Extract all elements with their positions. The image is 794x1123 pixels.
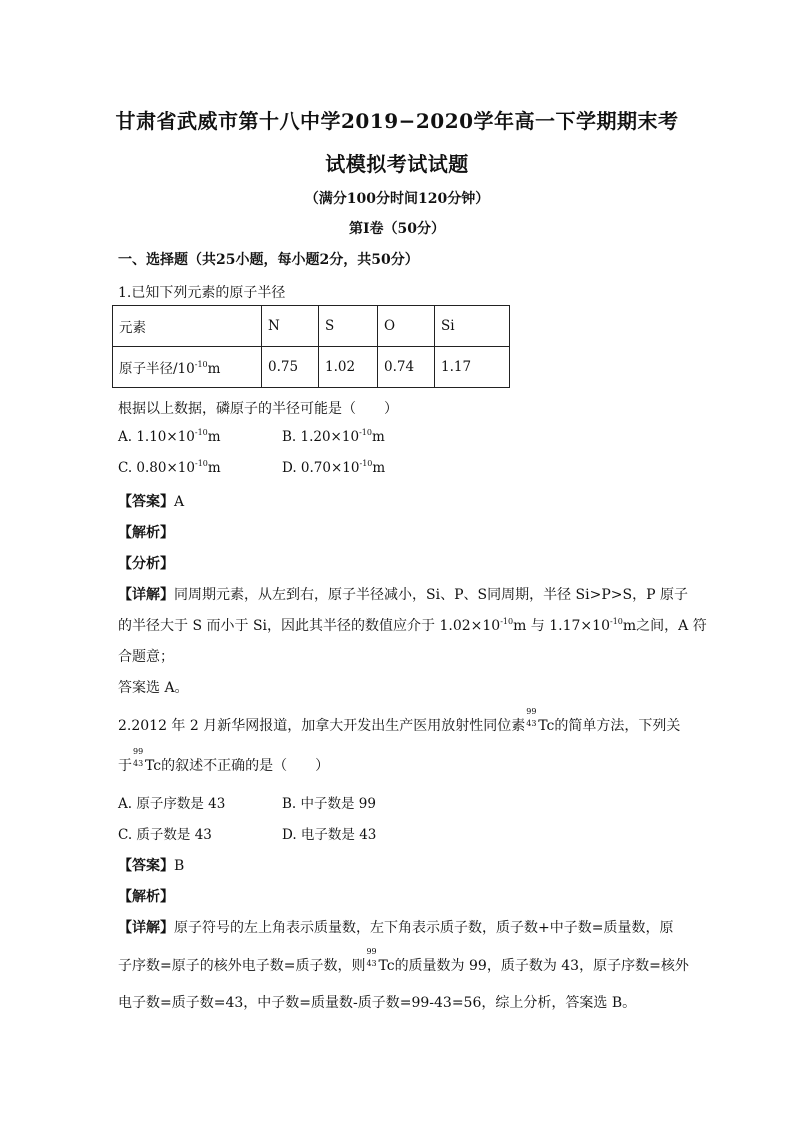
q1-option-c [118,460,221,476]
isotope-symbol: Tc [378,958,395,974]
table-cell: 0.74 [378,347,435,388]
q2-analysis-label: 【解析】 [118,889,174,905]
atomic-number: 43 [526,719,537,728]
q1-detail-line-2 [118,615,707,635]
table-cell: 1.02 [319,347,378,388]
mass-number: 99 [366,947,377,956]
q2-stem-text: 于 [118,758,132,774]
option-exponent: -10 [194,459,208,468]
q1-conclusion: 答案选 A。 [118,680,189,696]
answer-label: 【答案】 [118,858,174,874]
q2-stem-text: 2.2012 年 2 月新华网报道，加拿大开发出生产医用放射性同位素 [118,718,526,734]
q1-detail-line-1 [118,584,688,604]
mass-number: 99 [526,707,537,716]
detail-text: 的半径大于 S 而小于 Si，因此其半径的数值应介于 1.02×10 [118,618,501,634]
q2-option-b: B. 中子数是 99 [282,796,376,812]
q1-detail-line-3: 合题意； [118,649,174,665]
q1-question: 根据以上数据，磷原子的半径可能是（ ） [118,401,398,417]
isotope-symbol: Tc [538,718,555,734]
isotope-notation [525,707,538,730]
table-cell: O [378,306,435,347]
detail-text: 的质量数为 99，质子数为 43，原子序数=核外 [394,958,689,974]
q2-option-d: D. 电子数是 43 [282,827,377,843]
isotope-notation [365,947,378,970]
mass-number: 99 [133,747,144,756]
part-heading: 第Ⅰ卷（50分） [348,221,446,237]
table-cell: 元素 [113,306,262,347]
table-row [113,347,510,388]
table-cell-label [113,347,262,388]
q2-detail-line-1 [118,917,673,937]
table-cell: S [319,306,378,347]
q2-stem-text: 的简单方法，下列关 [554,718,681,734]
detail-label: 【详解】 [118,920,174,936]
q2-stem-text: 的叙述不正确的是（ ） [161,758,330,774]
detail-text: 同周期元素，从左到右，原子半径减小，Si、P、S同周期，半径 Si>P>S，P 原子 [174,587,688,603]
option-unit: m [207,460,221,476]
table-cell: Si [435,306,510,347]
section-heading: 一、选择题（共25小题，每小题2分，共50分） [118,252,419,268]
q2-stem-line-1 [118,707,681,735]
q1-option-d [282,460,385,476]
q2-stem-line-2 [118,747,330,775]
detail-exponent: -10 [500,617,514,626]
atomic-number: 43 [366,959,377,968]
detail-exponent: -10 [609,617,623,626]
title-line-2: 试模拟考试试题 [325,152,469,176]
row-label-exponent: -10 [194,360,208,369]
option-exponent: -10 [359,428,372,437]
option-text: C. 0.80×10 [118,460,195,476]
q1-stem: 1.已知下列元素的原子半径 [118,285,286,301]
option-exponent: -10 [194,428,208,437]
answer-value: B [174,858,185,874]
score-time-note: （满分100分时间120分钟） [304,191,490,207]
answer-value: A [174,494,185,510]
detail-text: m 与 1.17×10 [513,618,610,634]
option-unit: m [372,460,386,476]
q2-detail-line-3: 电子数=质子数=43，中子数=质量数-质子数=99-43=56，综上分析，答案选 B。 [118,995,637,1011]
table-cell: 1.17 [435,347,510,388]
option-text: A. 1.10×10 [118,429,195,445]
atomic-number: 43 [133,759,144,768]
isotope-notation [132,747,145,770]
table-row [113,306,510,347]
answer-label: 【答案】 [118,494,174,510]
row-label-unit: m [207,361,221,377]
q1-fenxi-label: 【分析】 [118,556,174,572]
title-line-1: 甘肃省武威市第十八中学2019−2020学年高一下学期期末考 [115,109,679,133]
q2-detail-line-2 [118,947,689,975]
q1-option-b [282,429,385,445]
q2-option-c: C. 质子数是 43 [118,827,212,843]
table-cell: 0.75 [262,347,319,388]
detail-label: 【详解】 [118,587,174,603]
q1-analysis-label: 【解析】 [118,525,174,541]
detail-text: 子序数=原子的核外电子数=质子数，则 [118,958,366,974]
q2-answer [118,855,184,875]
q1-option-a [118,429,221,445]
option-unit: m [371,429,385,445]
option-exponent: -10 [359,459,373,468]
detail-text: m之间，A 符 [622,618,707,634]
table-cell: N [262,306,319,347]
option-text: D. 0.70×10 [282,460,360,476]
row-label: 原子半径/10 [119,361,195,377]
isotope-symbol: Tc [145,758,162,774]
detail-text: 原子符号的左上角表示质量数，左下角表示质子数，质子数+中子数=质量数，原 [174,920,674,936]
option-unit: m [207,429,221,445]
q1-answer [118,491,184,511]
q2-option-a: A. 原子序数是 43 [118,796,226,812]
radius-table [112,305,510,388]
option-text: B. 1.20×10 [282,429,360,445]
